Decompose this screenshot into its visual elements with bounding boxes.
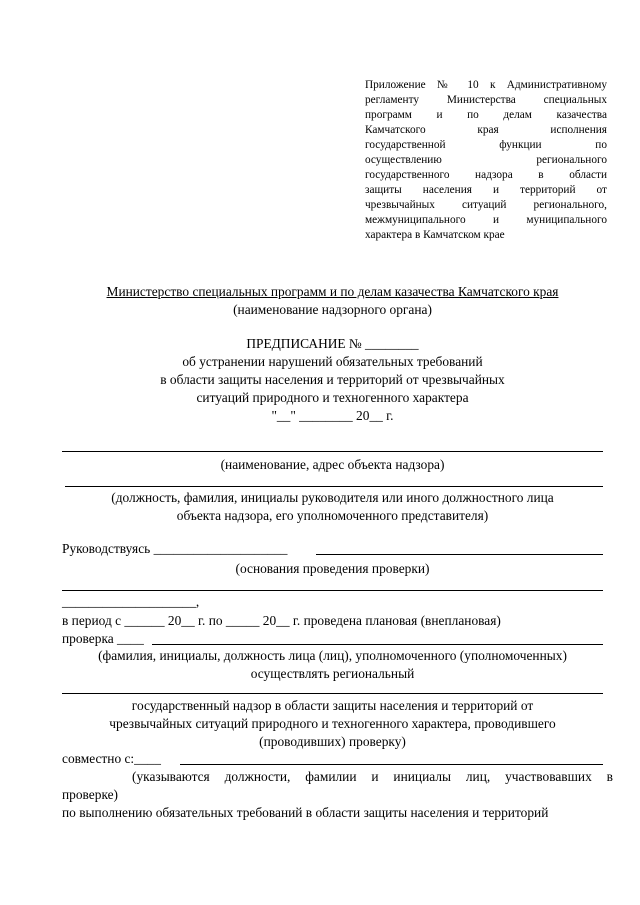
inspector-caption-line: (фамилия, инициалы, должность лица (лиц), уполномоченного (уполномоченных) xyxy=(98,648,567,663)
official-caption-line: (должность, фамилия, инициалы руководителя или иного должностного лица xyxy=(111,490,554,505)
appendix-line: государственной функции по xyxy=(365,139,607,151)
appendix-line: межмуниципального и муниципального xyxy=(365,214,607,226)
appendix-note xyxy=(365,78,607,243)
appendix-line: защиты населения и территорий от xyxy=(365,184,607,196)
appendix-line: характера в Камчатском крае xyxy=(365,229,505,241)
appendix-line: регламенту Министерства специальных xyxy=(365,94,607,106)
authority-block xyxy=(62,283,603,319)
inspector-caption-line: (проводивших) проверку) xyxy=(259,734,406,749)
jointly-caption-line: проверке) xyxy=(62,787,119,802)
inspector-fill-line[interactable] xyxy=(152,644,603,645)
grounds-continuation: ____________________, xyxy=(62,594,200,609)
jointly-caption-line: (указываются должности, фамилии и инициалы лиц, участвовавших в xyxy=(132,769,613,784)
official-fill-line[interactable] xyxy=(65,486,603,487)
order-title: ПРЕДПИСАНИЕ № ________ xyxy=(246,336,419,351)
object-fill-line[interactable] xyxy=(62,451,603,452)
check-label: проверка ____ xyxy=(62,631,144,646)
guided-label: Руководствуясь ____________________ xyxy=(62,541,288,556)
jointly-fill-line[interactable] xyxy=(180,764,603,765)
authority-caption: (наименование надзорного органа) xyxy=(233,302,432,317)
jointly-label: совместно с:____ xyxy=(62,751,161,766)
inspector-caption-line: осуществлять региональный xyxy=(250,666,415,681)
final-line: по выполнению обязательных требований в области защиты населения и территорий xyxy=(62,805,549,820)
order-date: "__" ________ 20__ г. xyxy=(271,408,394,423)
guided-caption: (основания проведения проверки) xyxy=(235,561,430,576)
order-title-block xyxy=(62,335,603,425)
inspector-caption-line: государственный надзор в области защиты населения и территорий от xyxy=(131,698,534,713)
official-caption-line: объекта надзора, его уполномоченного представителя) xyxy=(176,508,489,523)
appendix-line: Камчатского края исполнения xyxy=(365,124,607,136)
appendix-line: государственного надзора в области xyxy=(365,169,607,181)
order-subtitle-line: об устранении нарушений обязательных требований xyxy=(182,354,483,369)
appendix-line: чрезвычайных ситуаций регионального, xyxy=(365,199,607,211)
order-subtitle-line: ситуаций природного и техногенного характера xyxy=(196,390,469,405)
order-subtitle-line: в области защиты населения и территорий от чрезвычайных xyxy=(160,372,505,387)
appendix-line: программ и по делам казачества xyxy=(365,109,607,121)
inspector-fill-line-2[interactable] xyxy=(62,693,603,694)
inspector-caption-line: чрезвычайных ситуаций природного и техногенного характера, проводившего xyxy=(109,716,556,731)
object-caption: (наименование, адрес объекта надзора) xyxy=(220,457,445,472)
period-text: в период с ______ 20__ г. по _____ 20__ г. проведена плановая (внеплановая) xyxy=(62,613,501,628)
grounds-fill-line[interactable] xyxy=(316,554,603,555)
appendix-line: осуществлению регионального xyxy=(365,154,607,166)
appendix-line: Приложение № 10 к Административному xyxy=(365,79,607,91)
grounds-continuation-line[interactable] xyxy=(62,590,603,591)
authority-name: Министерство специальных программ и по делам казачества Камчатского края xyxy=(106,284,559,299)
